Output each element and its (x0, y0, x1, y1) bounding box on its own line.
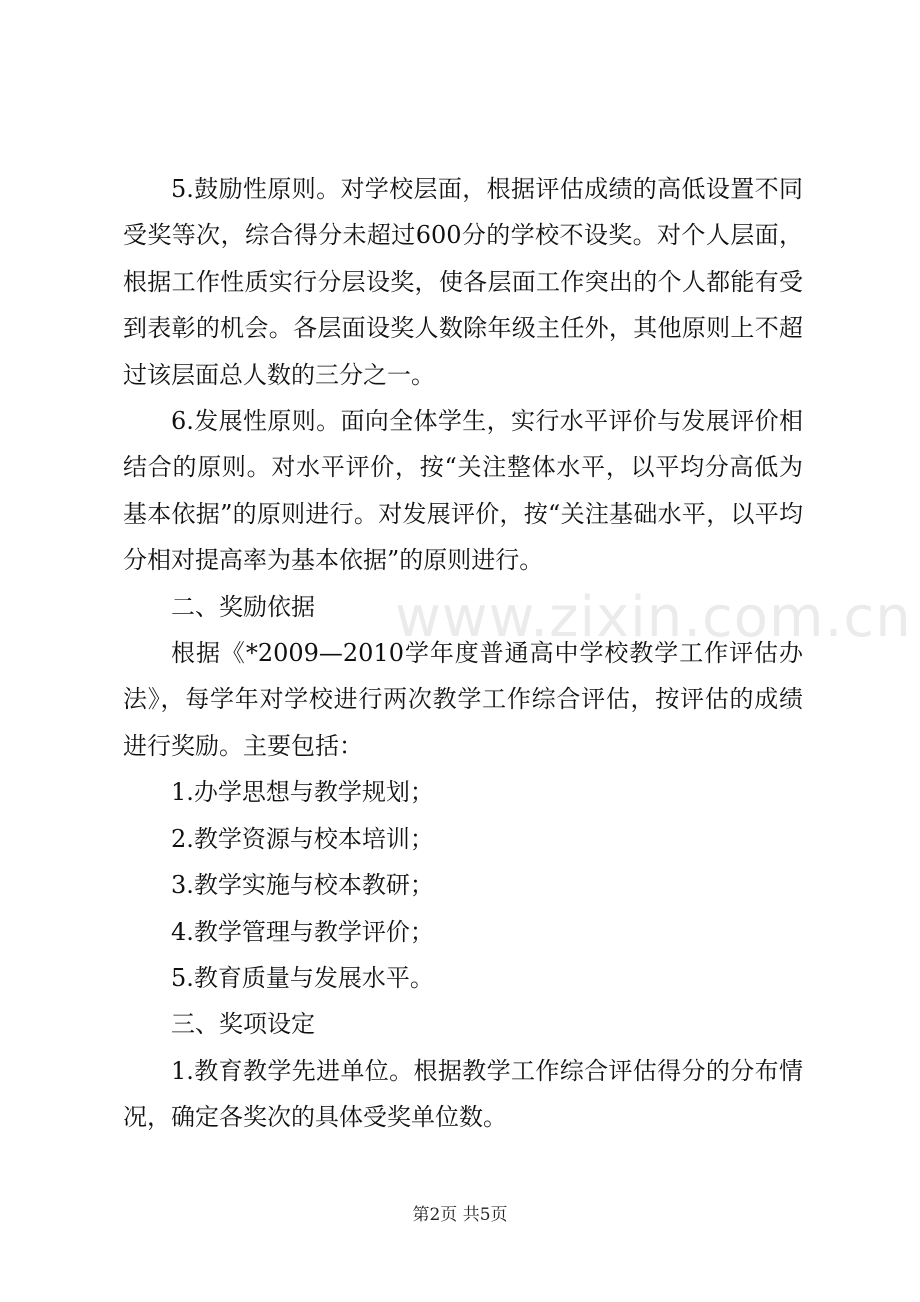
section-heading-reward-basis: 二、奖励依据 (171, 592, 315, 621)
list-item: 4.教学管理与教学评价； (171, 917, 434, 946)
list-item: 2.教学资源与校本培训； (171, 824, 434, 853)
paragraph-advanced-unit: 1.教育教学先进单位。根据教学工作综合评估得分的分布情况，确定各奖次的具体受奖单位数。 (123, 1056, 803, 1132)
watermark: www.zixin.com.cn (395, 585, 912, 650)
list-item: 1.办学思想与教学规划； (171, 778, 434, 807)
section-heading-award-settings: 三、奖项设定 (171, 1010, 315, 1039)
paragraph-encouragement-principle: 5.鼓励性原则。对学校层面，根据评估成绩的高低设置不同受奖等次，综合得分未超过600分的学校不设奖。对个人层面，根据工作性质实行分层设奖，使各层面工作突出的个人都能有受到表彰的机会。各层面设奖人数除年级主任外，其他原则上不超过该层面总人数的三分之一。 (123, 175, 803, 389)
document-body (123, 166, 803, 1141)
list-item: 5.教育质量与发展水平。 (171, 963, 434, 992)
page-footer: 第2页 共5页 (412, 1205, 508, 1225)
list-item: 3.教学实施与校本教研； (171, 871, 434, 900)
paragraph-reward-basis: 根据《*2009—2010学年度普通高中学校教学工作评估办法》，每学年对学校进行两次教学工作综合评估，按评估的成绩进行奖励。主要包括： (123, 639, 803, 760)
paragraph-development-principle: 6.发展性原则。面向全体学生，实行水平评价与发展评价相结合的原则。对水平评价，按“关注整体水平，以平均分高低为基本依据”的原则进行。对发展评价，按“关注基础水平，以平均分相对提高率为基本依据”的原则进行。 (123, 407, 803, 575)
